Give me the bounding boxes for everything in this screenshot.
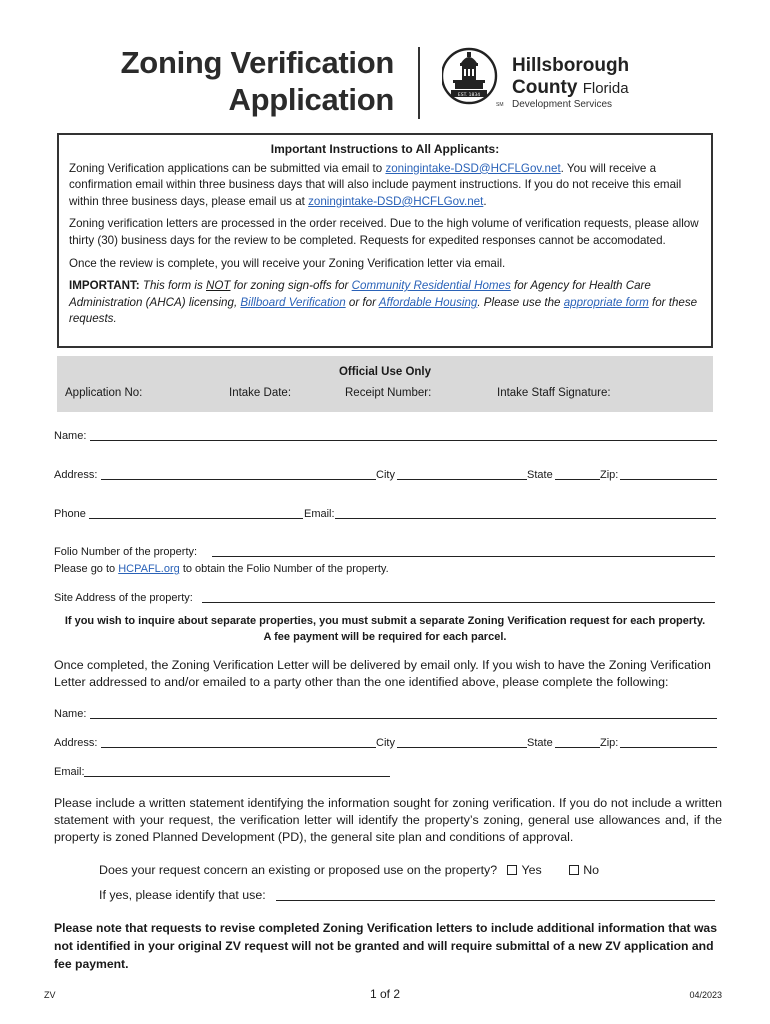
alt-state-field[interactable]	[555, 747, 600, 748]
alt-address-field[interactable]	[101, 747, 376, 748]
site-address-label: Site Address of the property:	[54, 592, 193, 604]
org-department: Development Services	[512, 99, 613, 110]
alt-state-label: State	[527, 737, 553, 749]
identify-use-label: If yes, please identify that use:	[99, 888, 266, 902]
alt-zip-label: Zip:	[600, 737, 619, 749]
receipt-number-label: Receipt Number:	[345, 387, 432, 399]
folio-hint: Please go to HCPAFL.org to obtain the Folio Number of the property.	[54, 563, 389, 575]
email-label: Email:	[304, 508, 335, 520]
application-no-label: Application No:	[65, 387, 143, 399]
site-address-field[interactable]	[202, 602, 715, 603]
alt-address-label: Address:	[54, 737, 98, 749]
header-divider	[418, 47, 420, 119]
county-courthouse-logo	[442, 46, 512, 106]
billboard-verification-link[interactable]: Billboard Verification	[240, 295, 346, 309]
email-field[interactable]	[335, 518, 716, 519]
instructions-heading: Important Instructions to All Applicants:	[270, 142, 500, 156]
name-label: Name:	[54, 430, 87, 442]
alt-name-label: Name:	[54, 708, 87, 720]
org-name-line1: Hillsborough	[512, 55, 630, 76]
instructions-important: IMPORTANT: This form is NOT for zoning sign-offs for Community Residential Homes for Agency for Health Care Administration (AHCA) licensing, Billboard Verification or for Affordable Housing. Please use the appropriate form for these requests.	[69, 279, 698, 326]
state-field[interactable]	[555, 479, 600, 480]
yes-checkbox[interactable]	[507, 865, 517, 875]
phone-field[interactable]	[89, 518, 303, 519]
form-code: ZV	[44, 990, 56, 1000]
use-question-text: Does your request concern an existing or proposed use on the property?	[99, 863, 498, 877]
phone-label: Phone	[54, 508, 86, 520]
folio-label: Folio Number of the property:	[54, 546, 198, 558]
city-label: City	[376, 469, 395, 481]
state-label: State	[527, 469, 553, 481]
intake-date-label: Intake Date:	[229, 387, 292, 399]
instructions-p1: Zoning Verification applications can be submitted via email to zoningintake-DSD@HCFLGov.net. You will receive a confirmation email within three business days that will also include payment instructions. If you do not receive this email within three business days, please email us at zoningintake-DSD@HCFLGov.net.	[69, 161, 682, 208]
service-mark: SM	[496, 102, 504, 108]
identify-use-field[interactable]	[276, 900, 715, 901]
separate-properties-note: If you wish to inquire about separate properties, you must submit a separate Zoning Verification request for each property. A fee payment will be required for each parcel.	[64, 615, 706, 643]
official-use-box	[57, 356, 713, 412]
revision-date: 04/2023	[689, 990, 722, 1000]
org-name-line2: County Florida	[512, 77, 629, 98]
no-checkbox[interactable]	[569, 865, 579, 875]
instructions-p3: Once the review is complete, you will receive your Zoning Verification letter via email.	[69, 256, 506, 270]
official-use-title: Official Use Only	[338, 366, 432, 378]
page-title: Zoning Verification Application	[120, 45, 394, 117]
page-number: 1 of 2	[369, 987, 401, 1001]
svg-text:EST. 1834: EST. 1834	[457, 93, 481, 98]
intake-email-link[interactable]: zoningintake-DSD@HCFLGov.net	[385, 161, 561, 175]
hcpafl-link[interactable]: HCPAFL.org	[118, 563, 180, 575]
intake-email-link-2[interactable]: zoningintake-DSD@HCFLGov.net	[308, 194, 484, 208]
alt-zip-field[interactable]	[620, 747, 717, 748]
name-field[interactable]	[90, 440, 717, 441]
staff-signature-label: Intake Staff Signature:	[497, 387, 611, 399]
yes-label: Yes	[521, 863, 542, 877]
alt-city-label: City	[376, 737, 395, 749]
affordable-housing-link[interactable]: Affordable Housing	[378, 295, 478, 309]
alt-email-field[interactable]	[84, 776, 390, 777]
address-field[interactable]	[101, 479, 376, 480]
delivery-instructions: Once completed, the Zoning Verification Letter will be delivered by email only. If you wish to have the Zoning Verification Letter addressed to and/or emailed to a party other than the one identified above, please complete the following:	[54, 658, 711, 689]
appropriate-form-link[interactable]: appropriate form	[563, 295, 649, 309]
instructions-p2: Zoning verification letters are processed in the order received. Due to the high volume of verification requests, please allow thirty (30) business days for the review to be completed. Requests for expedited responses cannot be accomodated.	[69, 217, 699, 247]
use-question-row	[99, 862, 719, 879]
zip-label: Zip:	[600, 469, 619, 481]
no-label: No	[583, 863, 600, 877]
revision-note: Please note that requests to revise completed Zoning Verification letters to include additional information that was not identified in your original ZV request will not be granted and will require submittal of a new ZV application and fee payment.	[54, 921, 717, 971]
written-statement-instructions: Please include a written statement identifying the information sought for zoning verification. If you do not include a written statement with your request, the verification letter will identify the property’s zoning, general use allowances and, if the property is zoned Planned Development (PD), the general site plan and conditions of approval.	[54, 796, 722, 844]
alt-email-label: Email:	[54, 766, 85, 778]
folio-field[interactable]	[212, 556, 715, 557]
alt-name-field[interactable]	[90, 718, 717, 719]
address-label: Address:	[54, 469, 98, 481]
community-residential-homes-link[interactable]: Community Residential Homes	[351, 279, 511, 293]
city-field[interactable]	[397, 479, 527, 480]
zip-field[interactable]	[620, 479, 717, 480]
alt-city-field[interactable]	[397, 747, 527, 748]
instructions-box	[57, 133, 713, 348]
